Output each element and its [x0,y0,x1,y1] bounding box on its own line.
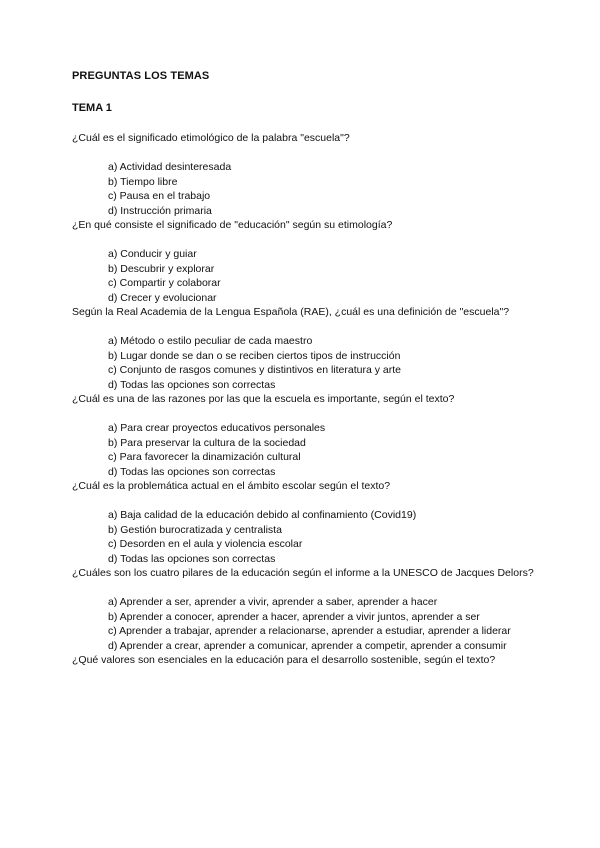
spacer [72,146,560,161]
option-list [72,421,560,479]
answer-option: b) Aprender a conocer, aprender a hacer, aprender a vivir juntos, aprender a ser [108,610,480,623]
question-block [72,566,560,653]
answer-option: c) Compartir y colaborar [108,277,221,289]
option-list [72,160,560,218]
spacer [72,233,560,248]
answer-option: a) Actividad desinteresada [108,161,232,173]
question-text: Según la Real Academia de la Lengua Española (RAE), ¿cuál es una definición de "escuela"? [72,306,510,318]
question-block [72,305,560,392]
spacer [72,494,560,509]
answer-option: b) Gestión burocratizada y centralista [108,523,282,536]
answer-option: a) Método o estilo peculiar de cada maestro [108,335,313,347]
answer-option: a) Para crear proyectos educativos personales [108,422,326,434]
answer-option: b) Para preservar la cultura de la sociedad [108,436,306,449]
spacer [72,407,560,422]
question-text: ¿En qué consiste el significado de "educación" según su etimología? [72,219,393,231]
section-title: TEMA 1 [72,102,112,114]
option-list [72,247,560,305]
answer-option: d) Todas las opciones son correctas [108,552,276,565]
answer-option: d) Todas las opciones son correctas [108,465,276,478]
answer-option: b) Descubrir y explorar [108,262,215,275]
question-text: ¿Cuál es una de las razones por las que la escuela es importante, según el texto? [72,393,455,405]
answer-option: a) Baja calidad de la educación debido al confinamiento (Covid19) [108,509,417,521]
document-title: PREGUNTAS LOS TEMAS [72,70,210,82]
answer-option: c) Aprender a trabajar, aprender a relacionarse, aprender a estudiar, aprender a liderar [108,625,511,637]
question-text: ¿Cuál es el significado etimológico de la palabra "escuela"? [72,132,350,144]
answer-option: d) Crecer y evolucionar [108,291,217,304]
question-text: ¿Cuál es la problemática actual en el ámbito escolar según el texto? [72,480,391,492]
answer-option: c) Para favorecer la dinamización cultural [108,451,301,463]
option-list [72,595,560,653]
question-block [72,653,560,668]
question-block [72,131,560,218]
question-text: ¿Cuáles son los cuatro pilares de la educación según el informe a la UNESCO de Jacques Delors? [72,567,534,579]
question-block [72,218,560,305]
spacer [72,320,560,335]
answer-option: b) Lugar donde se dan o se reciben ciertos tipos de instrucción [108,349,401,362]
question-list [72,131,560,668]
question-block [72,479,560,566]
option-list [72,508,560,566]
answer-option: c) Pausa en el trabajo [108,190,211,202]
answer-option: d) Todas las opciones son correctas [108,378,276,391]
question-block [72,392,560,479]
option-list [72,334,560,392]
answer-option: c) Conjunto de rasgos comunes y distintivos en literatura y arte [108,364,401,376]
answer-option: c) Desorden en el aula y violencia escolar [108,538,303,550]
answer-option: d) Instrucción primaria [108,204,212,217]
answer-option: a) Conducir y guiar [108,248,197,260]
spacer [72,581,560,596]
answer-option: d) Aprender a crear, aprender a comunicar, aprender a competir, aprender a consumir [108,639,507,652]
answer-option: b) Tiempo libre [108,175,178,188]
question-text: ¿Qué valores son esenciales en la educación para el desarrollo sostenible, según el texto? [72,654,496,666]
answer-option: a) Aprender a ser, aprender a vivir, aprender a saber, aprender a hacer [108,596,438,608]
